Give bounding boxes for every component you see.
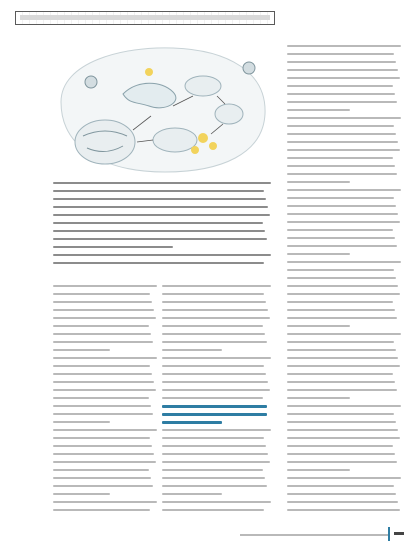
- text-line-placeholder: [53, 429, 157, 431]
- text-line-placeholder: [53, 214, 270, 216]
- text-line-placeholder: [287, 325, 350, 327]
- page-number: [388, 527, 406, 541]
- text-line-placeholder: [287, 117, 401, 119]
- text-line-placeholder: [287, 389, 397, 391]
- text-line-placeholder: [287, 213, 398, 215]
- text-line-placeholder: [162, 397, 263, 399]
- text-line-placeholder: [287, 373, 393, 375]
- text-line-placeholder: [162, 477, 265, 479]
- text-line-placeholder: [287, 93, 395, 95]
- page-footer: [240, 530, 390, 540]
- text-line-placeholder: [53, 461, 156, 463]
- text-line-placeholder: [287, 437, 400, 439]
- text-line-placeholder: [287, 285, 398, 287]
- text-line-placeholder: [162, 509, 264, 511]
- text-line-placeholder: [287, 301, 393, 303]
- text-line-placeholder: [53, 262, 264, 264]
- text-line-placeholder: [287, 181, 350, 183]
- text-line-placeholder: [53, 381, 154, 383]
- nucleus-shape: [75, 120, 135, 164]
- text-line-placeholder: [287, 277, 396, 279]
- lipid-droplet: [198, 133, 208, 143]
- text-line-placeholder: [287, 357, 398, 359]
- text-line-placeholder: [287, 365, 400, 367]
- text-line-placeholder: [162, 349, 222, 351]
- figure-diagram: [53, 42, 271, 176]
- organelle-shape: [215, 104, 243, 124]
- text-line-placeholder: [53, 222, 263, 224]
- text-line-placeholder: [53, 349, 110, 351]
- text-line-placeholder: [53, 285, 157, 287]
- text-line-placeholder: [162, 485, 267, 487]
- text-line-placeholder: [287, 109, 350, 111]
- text-line-placeholder: [287, 189, 401, 191]
- text-line-placeholder: [287, 461, 397, 463]
- text-line-placeholder: [53, 437, 150, 439]
- text-line-placeholder: [162, 429, 271, 431]
- text-line-placeholder: [53, 501, 157, 503]
- text-line-placeholder: [53, 190, 264, 192]
- text-line-placeholder: [287, 261, 401, 263]
- text-line-placeholder: [287, 485, 394, 487]
- text-line-placeholder: [53, 373, 152, 375]
- text-line-placeholder: [162, 453, 268, 455]
- text-line-placeholder: [287, 133, 396, 135]
- text-line-placeholder: [53, 325, 149, 327]
- text-line-placeholder: [287, 445, 393, 447]
- text-line-placeholder: [53, 413, 153, 415]
- figure: [53, 42, 271, 176]
- text-line-placeholder: [53, 389, 156, 391]
- text-line-placeholder: [287, 341, 394, 343]
- text-line-placeholder: [287, 221, 400, 223]
- text-line-placeholder: [287, 493, 396, 495]
- text-line-placeholder: [287, 197, 394, 199]
- text-line-placeholder: [287, 253, 350, 255]
- text-line-placeholder: [162, 469, 263, 471]
- text-line-placeholder: [287, 429, 398, 431]
- text-line-placeholder: [162, 501, 271, 503]
- header-strip: [20, 15, 270, 20]
- text-line-placeholder: [53, 317, 156, 319]
- lipid-droplet: [209, 142, 217, 150]
- text-line-placeholder: [287, 157, 393, 159]
- text-line-placeholder: [53, 198, 266, 200]
- text-line-placeholder: [162, 365, 264, 367]
- right-column-lines: [287, 45, 401, 518]
- text-line-placeholder: [53, 357, 157, 359]
- text-line-placeholder: [162, 285, 271, 287]
- text-line-placeholder: [162, 373, 266, 375]
- text-line-placeholder: [53, 341, 153, 343]
- text-line-placeholder: [53, 293, 150, 295]
- text-line-placeholder: [287, 421, 396, 423]
- text-line-placeholder: [287, 125, 394, 127]
- text-line-placeholder: [53, 509, 150, 511]
- text-line-placeholder: [53, 453, 154, 455]
- text-line-placeholder: [287, 349, 396, 351]
- text-line-placeholder: [287, 405, 401, 407]
- text-line-placeholder: [162, 421, 222, 424]
- text-line-placeholder: [53, 301, 152, 303]
- text-line-placeholder: [53, 421, 110, 423]
- text-line-placeholder: [53, 397, 149, 399]
- caption-lines: [53, 182, 271, 268]
- lipid-droplet: [191, 146, 199, 154]
- text-line-placeholder: [162, 293, 264, 295]
- text-line-placeholder: [53, 477, 151, 479]
- text-line-placeholder: [53, 246, 173, 248]
- text-line-placeholder: [162, 333, 265, 335]
- text-line-placeholder: [162, 317, 270, 319]
- text-line-placeholder: [162, 301, 266, 303]
- text-line-placeholder: [287, 229, 393, 231]
- text-line-placeholder: [53, 230, 265, 232]
- left-column-lines: [53, 285, 157, 518]
- text-line-placeholder: [287, 477, 401, 479]
- text-line-placeholder: [162, 381, 268, 383]
- text-line-placeholder: [53, 365, 150, 367]
- text-line-placeholder: [53, 206, 268, 208]
- text-line-placeholder: [53, 333, 151, 335]
- text-line-placeholder: [53, 309, 154, 311]
- text-line-placeholder: [287, 101, 397, 103]
- text-line-placeholder: [162, 437, 264, 439]
- text-line-placeholder: [287, 173, 397, 175]
- text-line-placeholder: [162, 389, 270, 391]
- mid-column-lines: [162, 285, 271, 518]
- text-line-placeholder: [53, 254, 271, 256]
- text-line-placeholder: [287, 77, 400, 79]
- lipid-droplet: [145, 68, 153, 76]
- text-line-placeholder: [287, 61, 396, 63]
- text-line-placeholder: [287, 141, 398, 143]
- virus-particle: [85, 76, 97, 88]
- organelle-shape: [185, 76, 221, 96]
- text-line-placeholder: [53, 485, 153, 487]
- text-line-placeholder: [287, 237, 395, 239]
- text-line-placeholder: [287, 381, 395, 383]
- text-line-placeholder: [162, 493, 222, 495]
- text-line-placeholder: [53, 182, 271, 184]
- text-line-placeholder: [287, 469, 350, 471]
- text-line-placeholder: [287, 245, 397, 247]
- text-line-placeholder: [287, 269, 394, 271]
- text-line-placeholder: [287, 413, 394, 415]
- text-line-placeholder: [287, 69, 398, 71]
- text-line-placeholder: [162, 445, 266, 447]
- text-line-placeholder: [287, 397, 350, 399]
- text-line-placeholder: [162, 405, 267, 408]
- organelle-shape: [153, 128, 197, 152]
- text-line-placeholder: [287, 333, 401, 335]
- text-line-placeholder: [287, 85, 393, 87]
- text-line-placeholder: [287, 45, 401, 47]
- text-line-placeholder: [287, 453, 395, 455]
- text-line-placeholder: [287, 317, 397, 319]
- text-line-placeholder: [53, 493, 110, 495]
- text-line-placeholder: [162, 309, 268, 311]
- text-line-placeholder: [162, 357, 271, 359]
- text-line-placeholder: [162, 413, 267, 416]
- text-line-placeholder: [287, 205, 396, 207]
- virus-particle: [243, 62, 255, 74]
- text-line-placeholder: [287, 309, 395, 311]
- text-line-placeholder: [287, 149, 400, 151]
- text-line-placeholder: [53, 405, 151, 407]
- text-line-placeholder: [287, 501, 398, 503]
- text-line-placeholder: [162, 341, 267, 343]
- text-line-placeholder: [162, 325, 263, 327]
- text-line-placeholder: [162, 461, 270, 463]
- text-line-placeholder: [287, 509, 400, 511]
- text-line-placeholder: [53, 238, 267, 240]
- page-header: [0, 0, 413, 30]
- text-line-placeholder: [287, 293, 400, 295]
- text-line-placeholder: [287, 53, 394, 55]
- text-line-placeholder: [53, 469, 149, 471]
- text-line-placeholder: [53, 445, 152, 447]
- text-line-placeholder: [287, 165, 395, 167]
